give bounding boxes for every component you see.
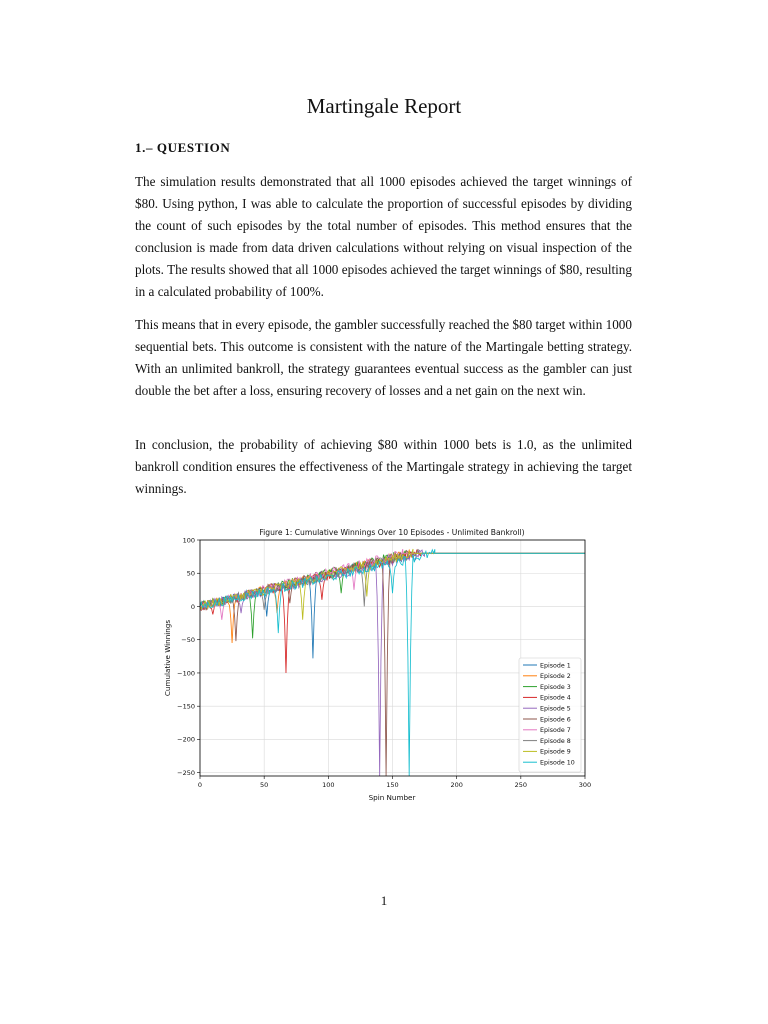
legend-label: Episode 3 bbox=[540, 683, 571, 691]
legend-label: Episode 8 bbox=[540, 737, 571, 745]
legend-label: Episode 7 bbox=[540, 727, 571, 735]
y-tick-label: 0 bbox=[190, 602, 195, 611]
y-axis-label: Cumulative Winnings bbox=[163, 619, 172, 697]
page-number: 1 bbox=[380, 893, 388, 908]
legend-label: Episode 1 bbox=[540, 662, 571, 670]
x-tick-label: 0 bbox=[197, 781, 203, 789]
legend-label: Episode 2 bbox=[540, 673, 571, 681]
x-tick-label: 100 bbox=[322, 781, 335, 789]
legend-label: Episode 10 bbox=[540, 759, 575, 767]
y-tick-label: 100 bbox=[182, 536, 195, 545]
y-tick-label: 50 bbox=[186, 569, 195, 578]
paragraph-2: This means that in every episode, the gambler successfully reached the $80 target within 1000 sequential bets. This outcome is consistent with the nature of the Martingale betting strategy. With an unlimited bankroll, the strategy guarantees eventual success as the gambler can just double the bet after a loss, ensuring recovery of losses and a net gain on the next win. bbox=[135, 317, 632, 398]
x-tick-label: 300 bbox=[578, 781, 592, 789]
legend-label: Episode 5 bbox=[540, 705, 571, 713]
legend-label: Episode 6 bbox=[540, 716, 571, 724]
x-tick-label: 250 bbox=[514, 781, 528, 789]
x-tick-label: 50 bbox=[260, 781, 269, 789]
x-tick-label: 150 bbox=[386, 781, 399, 789]
y-tick-label: −200 bbox=[177, 735, 195, 744]
x-axis-label: Spin Number bbox=[368, 793, 416, 802]
y-tick-label: −150 bbox=[177, 702, 195, 711]
section-heading: 1.– QUESTION bbox=[135, 140, 231, 155]
line-chart bbox=[160, 522, 600, 810]
paragraph-1: The simulation results demonstrated that all 1000 episodes achieved the target winnings of $80. Using python, I was able to calculate the proportion of successful episodes by dividing the count of such episodes by the total number of episodes. This method ensures that the conclusion is made from data driven calculations without relying on visual inspection of the plots. The results showed that all 1000 episodes achieved the target winnings of $80, resulting in a calculated probability of 100%. bbox=[135, 174, 632, 299]
figure-1 bbox=[160, 522, 600, 810]
x-tick-label: 200 bbox=[450, 781, 463, 789]
paragraph-3: In conclusion, the probability of achieving $80 within 1000 bets is 1.0, as the unlimited bankroll condition ensures the effectiveness of the Martingale strategy in achieving the target winnings. bbox=[135, 437, 632, 496]
chart-title: Figure 1: Cumulative Winnings Over 10 Episodes - Unlimited Bankroll) bbox=[259, 528, 525, 537]
y-tick-label: −50 bbox=[181, 636, 195, 645]
y-tick-label: −100 bbox=[177, 669, 195, 678]
y-tick-label: −250 bbox=[177, 768, 195, 777]
legend-label: Episode 9 bbox=[540, 748, 571, 756]
page-title: Martingale Report bbox=[306, 94, 462, 118]
legend-label: Episode 4 bbox=[540, 694, 571, 702]
